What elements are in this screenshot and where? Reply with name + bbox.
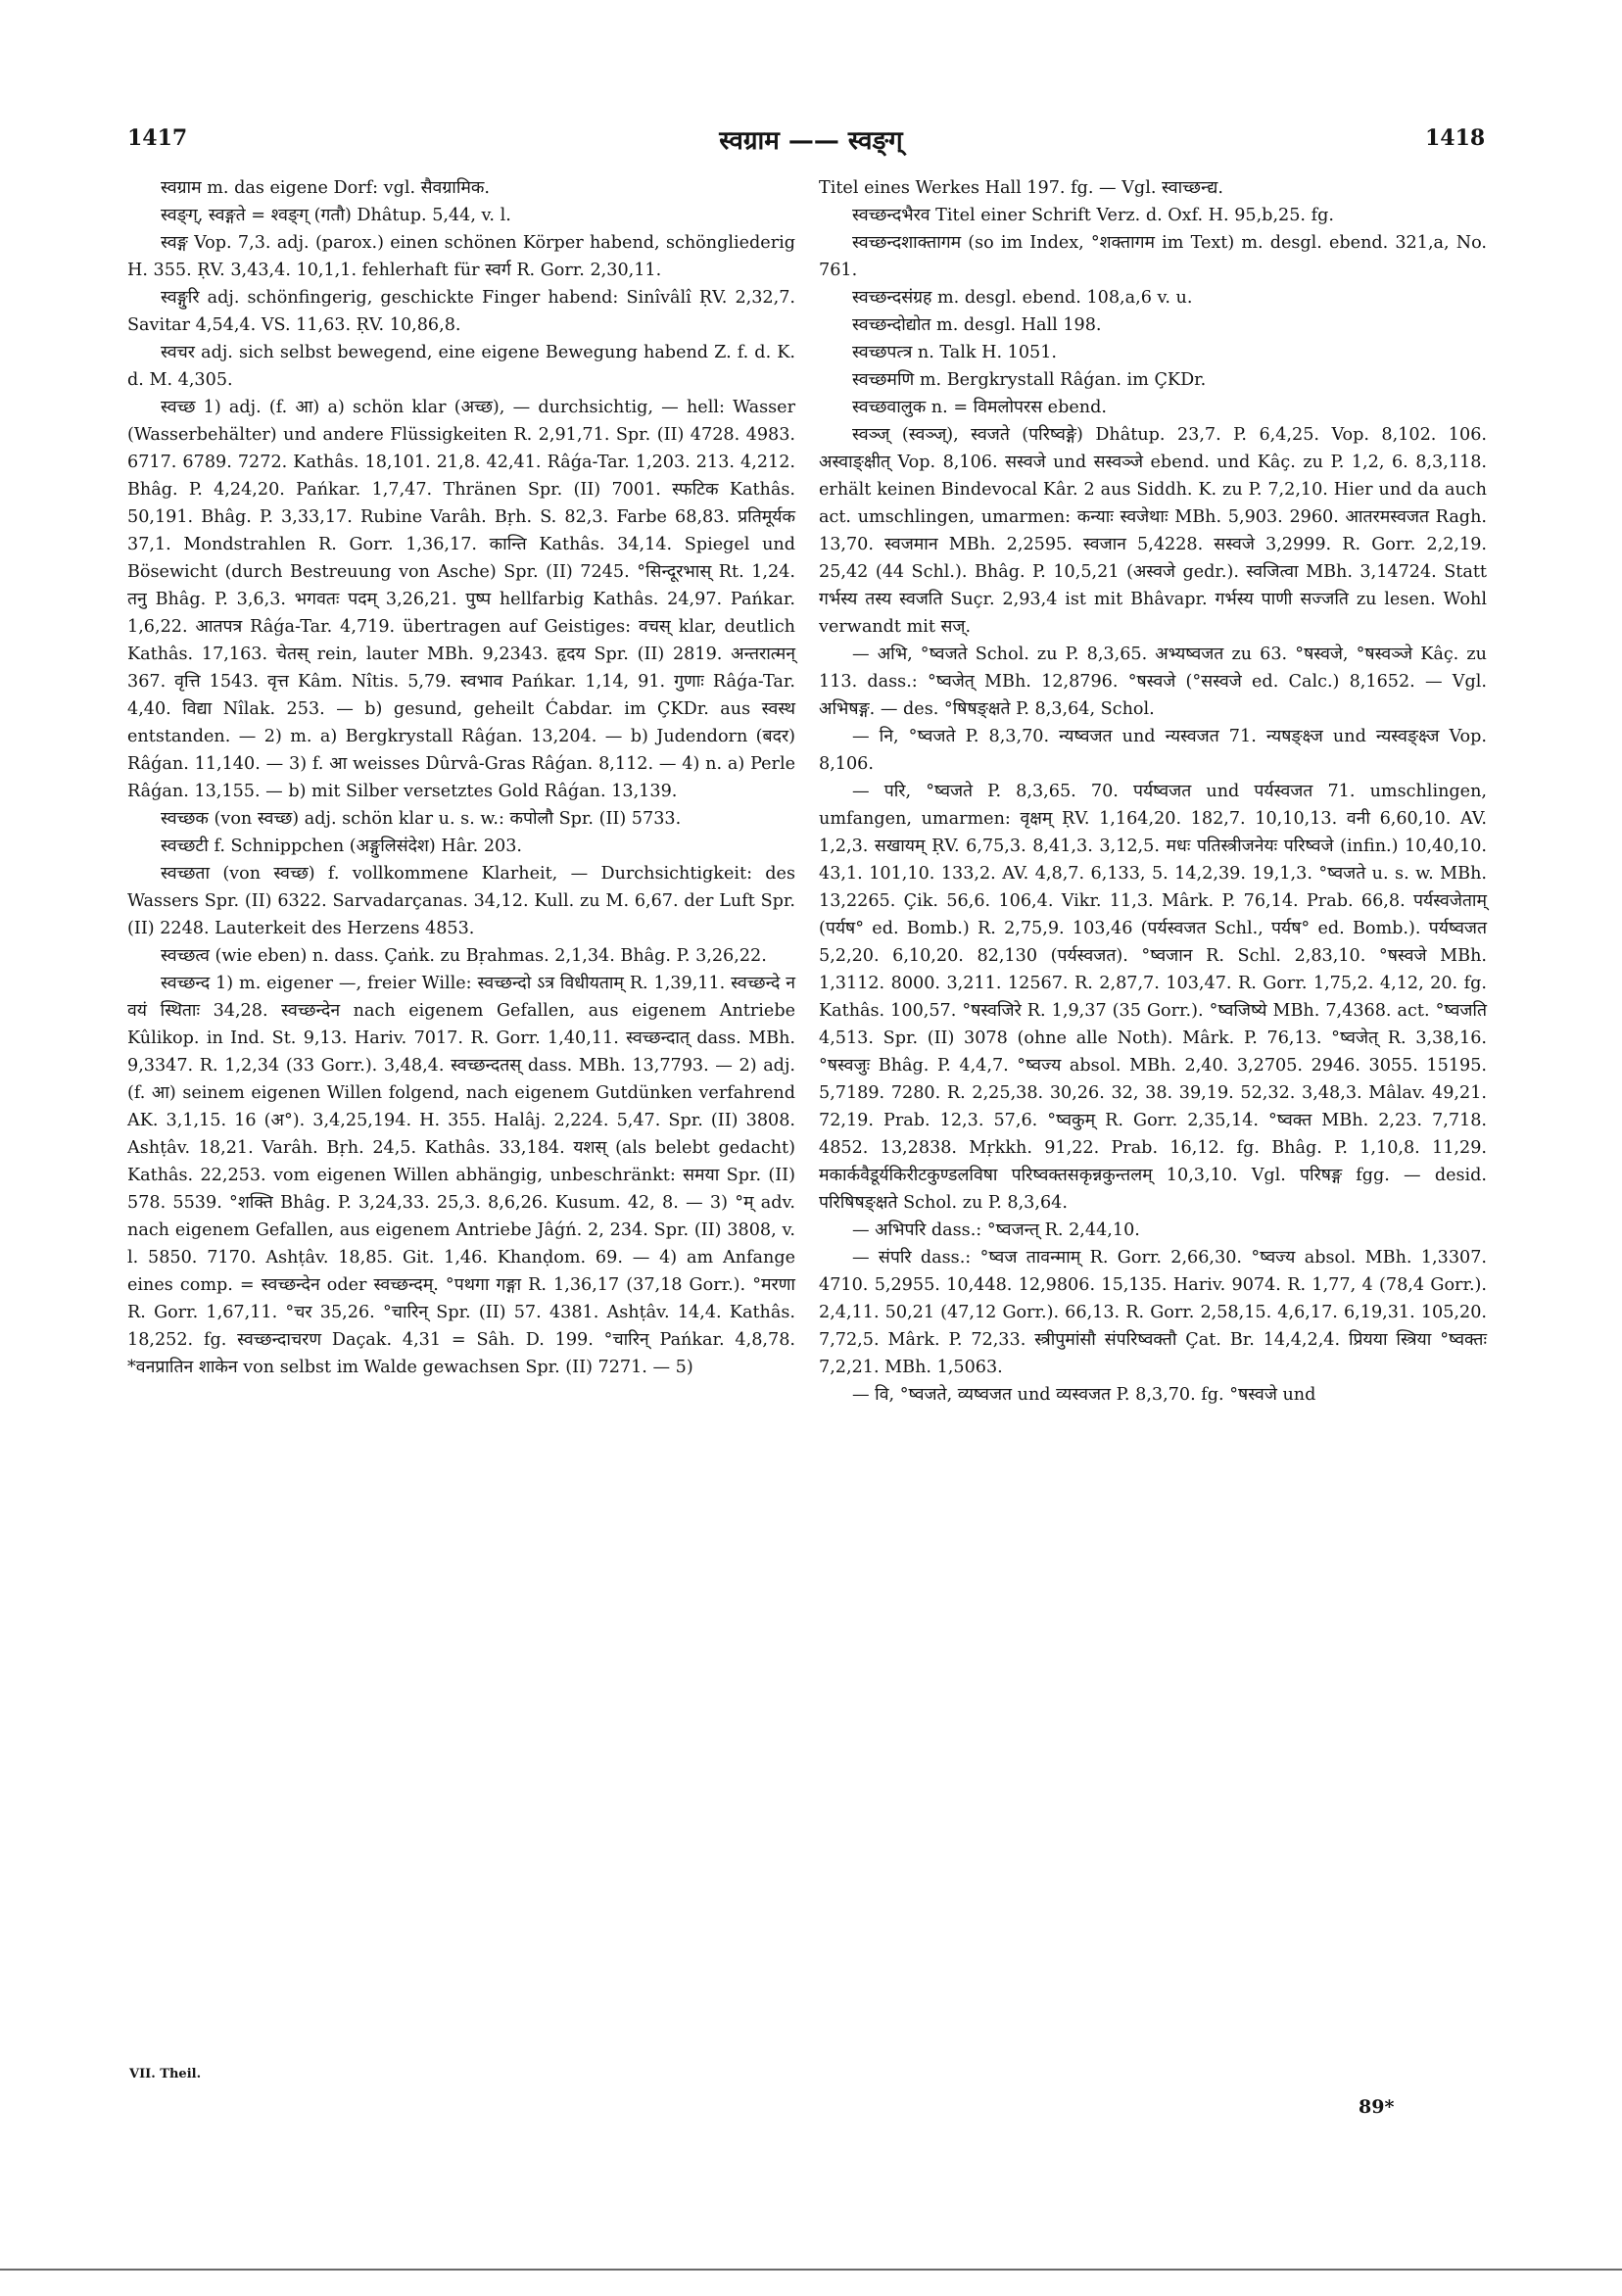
entry: स्वच्छन्दसंग्रह m. desgl. ebend. 108,a,6 v. u. <box>852 288 1193 308</box>
volume-part-label: VII. Theil. <box>129 2067 202 2081</box>
page-running-title: स्वग्राम —— स्वङ्ग् <box>719 126 903 156</box>
entry: — वि, °ष्वजते, व्यष्वजत und व्यस्वजत P. 8,3,70. fg. °षस्वजे und <box>852 1385 1316 1405</box>
entry: स्वङ्ग Vop. 7,3. adj. (parox.) einen schönen Körper habend, schöngliederig H. 355. ṚV. 3,43,4. 10,1,1. fehlerhaft für स्वर्ग R. Gorr. 2,30,11. <box>127 233 795 280</box>
entry: स्वङ्ग्, स्वङ्गते = श्वङ्ग् (गतौ) Dhâtup. 5,44, v. l. <box>161 206 511 225</box>
entry: स्वच्छत्व (wie eben) n. dass. Çaṅk. zu Bṛahmas. 2,1,34. Bhâg. P. 3,26,22. <box>161 946 767 966</box>
entry: स्वच्छवालुक n. = विमलोपरस ebend. <box>852 398 1107 417</box>
entry: स्वच्छता (von स्वच्छ) f. vollkommene Klarheit, — Durchsichtigkeit: des Wassers Spr. (II) 6322. Sarvadarçanas. 34,12. Kull. zu M. 6,67. der Luft Spr. (II) 2248. Lauterkeit des Herzens 4853. <box>127 864 795 938</box>
entry: — अभिपरि dass.: °ष्वजन्त् R. 2,44,10. <box>852 1220 1140 1240</box>
page-number-right: 1418 <box>1425 125 1486 151</box>
entry: स्वच्छमणि m. Bergkrystall Râǵan. im ÇKDr. <box>852 370 1207 390</box>
entry: — संपरि dass.: °ष्वज तावन्माम् R. Gorr. 2,66,30. °ष्वज्य absol. MBh. 1,3307. 4710. 5,2955. 10,448. 12,9806. 15,135. Hariv. 9074. R. 1,77, 4 (78,4 Gorr.). 2,4,11. 50,21 (47,12 Gorr.). 66,13. R. Gorr. 2,58,15. 4,6,17. 6,19,31. 105,20. 7,72,5. Mârk. P. 72,33. स्त्रीपुमांसौ संपरिष्वक्तौ Çat. Br. 14,4,2,4. प्रियया स्त्रिया °ष्वक्तः 7,2,21. MBh. 1,5063. <box>819 1248 1487 1377</box>
entry-continuation: Titel eines Werkes Hall 197. fg. — Vgl. स्वाच्छन्द्य. <box>819 178 1223 198</box>
left-column <box>127 174 795 1381</box>
entry: स्वचर adj. sich selbst bewegend, eine eigene Bewegung habend Z. f. d. K. d. M. 4,305. <box>127 343 795 390</box>
entry: स्वच्छ 1) adj. (f. आ) a) schön klar (अच्छ), — durchsichtig, — hell: Wasser (Wasserbehälter) und andere Flüssigkeiten R. 2,91,71. Spr. (II) 4728. 4983. 6717. 6789. 7272. Kathâs. 18,101. 21,8. 42,41. Râǵa-Tar. 1,203. 213. 4,212. Bhâg. P. 4,24,20. Pańkar. 1,7,47. Thränen Spr. (II) 7001. स्फटिक Kathâs. 50,191. Bhâg. P. 3,33,17. Rubine Varâh. Bṛh. S. 82,3. Farbe 68,83. प्रतिमूर्यक 37,1. Mondstrahlen R. Gorr. 1,36,17. कान्ति Kathâs. 34,14. Spiegel und Bösewicht (durch Bestreuung von Asche) Spr. (II) 7245. °सिन्दूरभास् Rt. 1,24. तनु Bhâg. P. 3,6,3. भगवतः पदम् 3,26,21. पुष्प hellfarbig Kathâs. 24,97. Pańkar. 1,6,22. आतपत्र Râǵa-Tar. 4,719. übertragen auf Geistiges: वचस् klar, deutlich Kathâs. 17,163. चेतस् rein, lauter MBh. 9,2343. हृदय Spr. (II) 2819. अन्तरात्मन् 367. वृत्ति 1543. वृत्त Kâm. Nîtis. 5,79. स्वभाव Pańkar. 1,14, 91. गुणाः Râǵa-Tar. 4,40. विद्या Nîlak. 253. — b) gesund, geheilt Ćabdar. im ÇKDr. aus स्वस्थ entstanden. — 2) m. a) Bergkrystall Râǵan. 13,204. — b) Judendorn (बदर) Râǵan. 11,140. — 3) f. आ weisses Dûrvâ-Gras Râǵan. 8,112. — 4) n. a) Perle Râǵan. 13,155. — b) mit Silber versetztes Gold Râǵan. 13,139. <box>127 398 795 801</box>
bottom-rule <box>0 2269 1622 2271</box>
entry: स्वच्छन्दोद्योत m. desgl. Hall 198. <box>852 315 1102 335</box>
page-number-left: 1417 <box>127 125 188 151</box>
entry: — परि, °ष्वजते P. 8,3,65. 70. पर्यष्वजत und पर्यस्वजत 71. umschlingen, umfangen, umarmen: वृक्षम् ṚV. 1,164,20. 182,7. 10,10,13. वनी 6,60,10. AV. 1,2,3. सखायम् ṚV. 6,75,3. 8,41,3. 3,12,5. मधः पतिस्त्रीजनेयः परिष्वजे (infin.) 10,40,10. 43,1. 101,10. 133,2. AV. 4,8,7. 6,133, 5. 14,2,39. 19,1,3. °ष्वजते u. s. w. MBh. 13,2265. Çik. 56,6. 106,4. Vikr. 11,3. Mârk. P. 76,14. Prab. 66,8. पर्यस्वजेताम् (पर्यष° ed. Bomb.) R. 2,75,9. 103,46 (पर्यस्वजत Schl., पर्यष° ed. Bomb.). पर्यष्वजत 5,2,20. 6,10,20. 82,130 (पर्यस्वजत). °ष्वजान R. Schl. 2,83,10. °षस्वजे MBh. 1,3112. 8000. 3,211. 12567. R. 2,87,7. 103,47. R. Gorr. 1,75,2. 4,12, 20. fg. Kathâs. 100,57. °षस्वजिरे R. 1,9,37 (35 Gorr.). °ष्वजिष्ये MBh. 7,4368. act. °ष्वजति 4,513. Spr. (II) 3078 (ohne alle Noth). Mârk. P. 76,13. °ष्वजेत् R. 3,38,16. °षस्वजुः Bhâg. P. 4,4,7. °ष्वज्य absol. MBh. 2,40. 3,2705. 2946. 3055. 15195. 5,7189. 7280. R. 2,25,38. 30,26. 32, 38. 39,19. 52,32. 3,48,3. Mâlav. 49,21. 72,19. Prab. 12,3. 57,6. °ष्वकुम् R. Gorr. 2,35,14. °ष्वक्त MBh. 2,23. 7,718. 4852. 13,2838. Mṛkkh. 91,22. Prab. 16,12. fg. Bhâg. P. 1,10,8. 11,29. मकार्कवैडूर्यकिरीटकुण्डलविषा परिष्वक्तसकृन्नकुन्तलम् 10,3,10. Vgl. परिषङ्ग fgg. — desid. परिषिषङ्क्षते Schol. zu P. 8,3,64. <box>819 782 1487 1213</box>
signature-mark: 89* <box>1359 2096 1395 2118</box>
entry: — नि, °ष्वजते P. 8,3,70. न्यष्वजत und न्यस्वजत 71. न्यषङ्क्ष्ज und न्यस्वङ्क्ष्ज Vop. 8,106. <box>819 727 1487 774</box>
right-column <box>819 174 1487 1409</box>
entry: स्वच्छन्दभैरव Titel einer Schrift Verz. d. Oxf. H. 95,b,25. fg. <box>852 206 1334 225</box>
entry: स्वञ्ज् (स्वञ्ज्), स्वजते (परिष्वङ्गे) Dhâtup. 23,7. P. 6,4,25. Vop. 8,102. 106. अस्वाङ्क्षीत् Vop. 8,106. सस्वजे und सस्वञ्जे ebend. und Kâç. zu P. 1,2, 6. 8,3,118. erhält keinen Bindevocal Kâr. 2 aus Siddh. K. zu P. 7,2,10. Hier und da auch act. umschlingen, umarmen: कन्याः स्वजेथाः MBh. 5,903. 2960. आतरमस्वजत Ragh. 13,70. स्वजमान MBh. 2,2595. स्वजान 5,4228. सस्वजे 3,2999. R. Gorr. 2,2,19. 25,42 (44 Schl.). Bhâg. P. 10,5,21 (अस्वजे gedr.). स्वजित्वा MBh. 3,14724. Statt गर्भस्य तस्य स्वजति Suçr. 2,93,4 ist mit Bhâvapr. गर्भस्य पाणी सज्जति zu lesen. Wohl verwandt mit सज्. <box>819 425 1487 637</box>
entry: स्वच्छटी f. Schnippchen (अङ्गुलिसंदेश) Hâr. 203. <box>161 837 523 856</box>
entry: स्वच्छपत्त्र n. Talk H. 1051. <box>852 343 1058 362</box>
entry: स्वच्छक (von स्वच्छ) adj. schön klar u. s. w.: कपोलौ Spr. (II) 5733. <box>161 809 682 829</box>
entry: स्वग्राम m. das eigene Dorf: vgl. सैवग्रामिक. <box>161 178 491 198</box>
entry: स्वच्छन्द 1) m. eigener —, freier Wille: स्वच्छन्दो ऽत्र विधीयताम् R. 1,39,11. स्वच्छन्दे न वयं स्थिताः 34,28. स्वच्छन्देन nach eigenem Gefallen, aus eigenem Antriebe Kûlikop. in Ind. St. 9,13. Hariv. 7017. R. Gorr. 1,40,11. स्वच्छन्दात् dass. MBh. 9,3347. R. 1,2,34 (33 Gorr.). 3,48,4. स्वच्छन्दतस् dass. MBh. 13,7793. — 2) adj. (f. आ) seinem eigenen Willen folgend, nach eigenem Gutdünken verfahrend AK. 3,1,15. 16 (अ°). 3,4,25,194. H. 355. Halâj. 2,224. 5,47. Spr. (II) 3808. Ashṭâv. 18,21. Varâh. Bṛh. 24,5. Kathâs. 33,184. यशस् (als belebt gedacht) Kathâs. 22,253. vom eigenen Willen abhängig, unbeschränkt: समया Spr. (II) 578. 5539. °शक्ति Bhâg. P. 3,24,33. 25,3. 8,6,26. Kusum. 42, 8. — 3) °म् adv. nach eigenem Gefallen, aus eigenem Antriebe Jâǵń. 2, 234. Spr. (II) 3808, v. l. 5850. 7170. Ashṭâv. 18,85. Git. 1,46. Khanḍom. 69. — 4) am Anfange eines comp. = स्वच्छन्देन oder स्वच्छन्दम्. °पथगा गङ्गा R. 1,36,17 (37,18 Gorr.). °मरणा R. Gorr. 1,67,11. °चर 35,26. °चारिन् Spr. (II) 57. 4381. Ashṭâv. 14,4. Kathâs. 18,252. fg. स्वच्छन्दाचरण Daçak. 4,31 = Sâh. D. 199. °चारिन् Pańkar. 4,8,78. *वनप्रातिन शाकेन von selbst im Walde gewachsen Spr. (II) 7271. — 5) <box>127 974 795 1377</box>
entry: स्वच्छन्दशाक्तागम (so im Index, °शक्तागम im Text) m. desgl. ebend. 321,a, No. 761. <box>819 233 1487 280</box>
entry: — अभि, °ष्वजते Schol. zu P. 8,3,65. अभ्यष्वजत zu 63. °षस्वजे, °षस्वञ्जे Kâç. zu 113. dass.: °ष्वजेत् MBh. 12,8796. °षस्वजे (°सस्वजे ed. Calc.) 8,1652. — Vgl. अभिषङ्ग. — des. °षिषङ्क्षते P. 8,3,64, Schol. <box>819 645 1487 719</box>
entry: स्वङ्गुरि adj. schönfingerig, geschickte Finger habend: Sinîvâlî ṚV. 2,32,7. Savitar 4,54,4. VS. 11,63. ṚV. 10,86,8. <box>127 288 795 335</box>
